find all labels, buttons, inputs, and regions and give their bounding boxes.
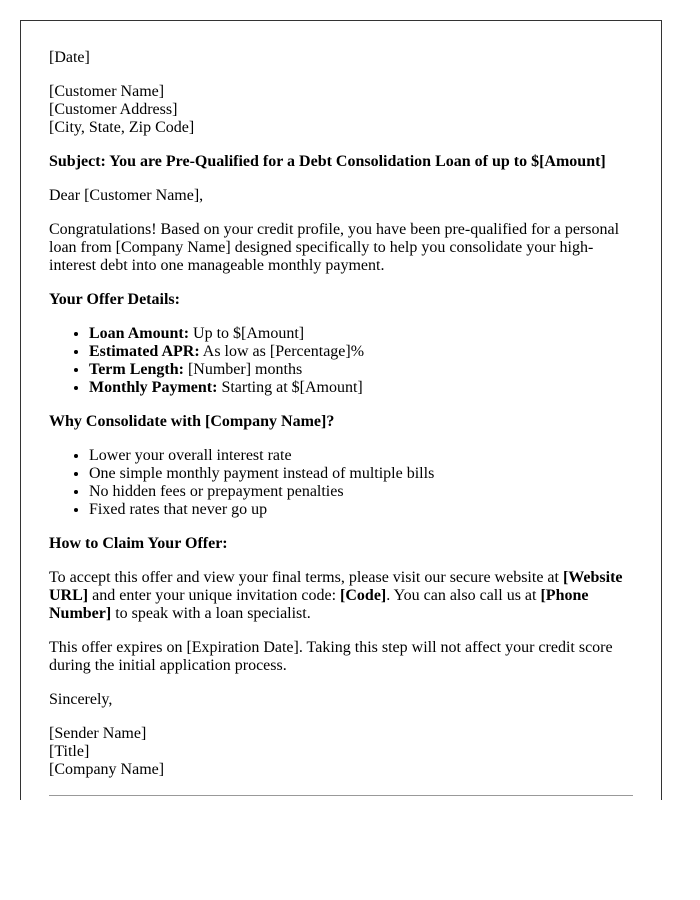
letter — [20, 20, 662, 800]
page — [0, 20, 700, 800]
recipient-block — [49, 83, 633, 137]
list-item: • Fixed rates that never go up — [89, 501, 633, 519]
recipient-name: [Customer Name] — [49, 83, 165, 100]
item-value: Up to $[Amount] — [189, 325, 305, 342]
sender-name: [Sender Name] — [49, 725, 147, 742]
claim-text: . You can also call us at — [386, 587, 541, 604]
claim-text: and enter your unique invitation code: — [88, 587, 341, 604]
greeting: Dear [Customer Name], — [49, 187, 204, 204]
claim-heading: How to Claim Your Offer: — [49, 535, 228, 552]
expiry-paragraph: This offer expires on [Expiration Date]. Taking this step will not affect your credit score during the initial application process. — [49, 639, 613, 674]
date: [Date] — [49, 49, 90, 66]
list-item: • No hidden fees or prepayment penalties — [89, 483, 633, 501]
sender-title: [Title] — [49, 743, 90, 760]
list-item — [89, 379, 633, 397]
recipient-city: [City, State, Zip Code] — [49, 119, 195, 136]
list-item — [89, 361, 633, 379]
subject-line: Subject: You are Pre-Qualified for a Debt Consolidation Loan of up to $[Amount] — [49, 153, 606, 170]
why-list — [49, 447, 633, 519]
item-value: [Number] months — [183, 361, 303, 378]
offer-list — [49, 325, 633, 397]
divider — [49, 795, 633, 796]
intro-paragraph: Congratulations! Based on your credit profile, you have been pre-qualified for a personal loan from [Company Name] designed specifically to help you consolidate your high-interest debt into one manageable monthly payment. — [49, 221, 620, 274]
website-placeholder: [Website URL] — [49, 569, 623, 604]
claim-text: to speak with a loan specialist. — [111, 605, 311, 622]
item-value: As low as [Percentage]% — [199, 343, 365, 360]
list-item: • Lower your overall interest rate — [89, 447, 633, 465]
item-label: Term Length: — [89, 361, 184, 378]
claim-paragraph — [49, 569, 633, 623]
item-label: Monthly Payment: — [89, 379, 218, 396]
recipient-address: [Customer Address] — [49, 101, 178, 118]
item-value: Starting at $[Amount] — [217, 379, 363, 396]
offer-heading: Your Offer Details: — [49, 291, 180, 308]
signature-block — [49, 725, 633, 779]
why-heading: Why Consolidate with [Company Name]? — [49, 413, 335, 430]
list-item — [89, 325, 633, 343]
sender-company: [Company Name] — [49, 761, 165, 778]
claim-text: To accept this offer and view your final terms, please visit our secure website at — [49, 569, 563, 586]
list-item — [89, 343, 633, 361]
list-item: • One simple monthly payment instead of multiple bills — [89, 465, 633, 483]
closing: Sincerely, — [49, 691, 113, 708]
code-placeholder: [Code] — [340, 587, 387, 604]
phone-placeholder: [Phone Number] — [49, 587, 589, 622]
item-label: Loan Amount: — [89, 325, 190, 342]
item-label: Estimated APR: — [89, 343, 200, 360]
